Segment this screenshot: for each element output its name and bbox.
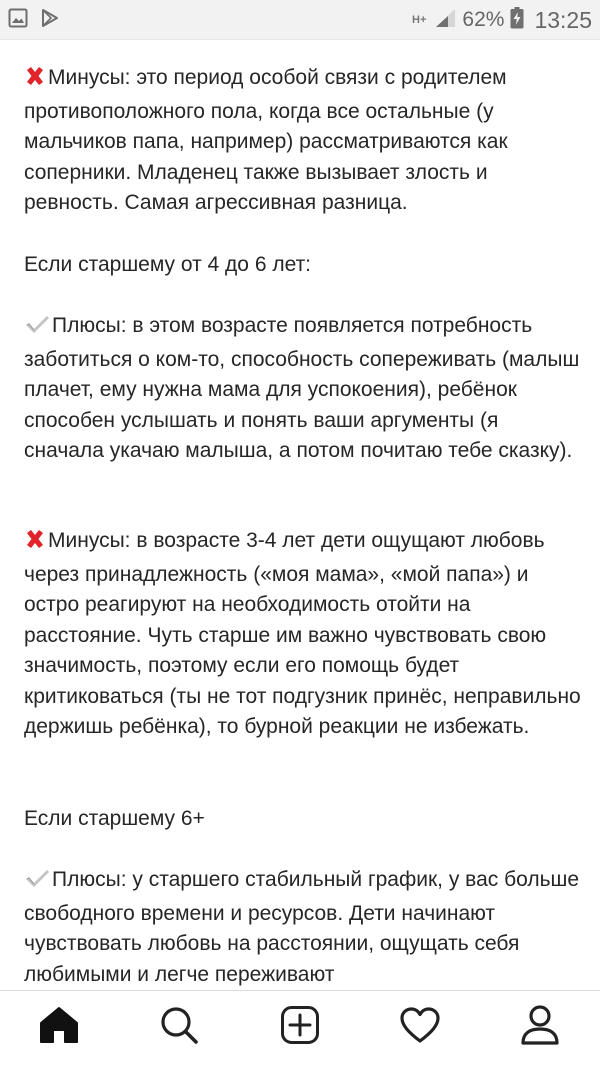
profile-tab-button[interactable] — [514, 1001, 566, 1053]
paragraph-text: Минусы: в возрасте 3-4 лет дети ощущают любовь через принадлежность («моя мама», «мой папа») и остро реагируют на необходимость отойти на расстояние. Чуть старше им важно чувствовать свою значимость, поэтому если его помощь будет критиковаться (ты не тот подгузник принёс, неправильно держишь ребёнка), то бурной реакции не избежать. — [24, 529, 581, 738]
gallery-icon — [8, 8, 28, 33]
search-tab-button[interactable] — [153, 1001, 205, 1053]
notification-icons — [8, 9, 60, 31]
post-caption — [0, 40, 600, 990]
play-store-icon — [40, 8, 60, 33]
section-heading — [24, 250, 584, 281]
paragraph-text: Плюсы: в этом возрасте появляется потребность заботиться о ком-то, способность сопереживать (малыш плачет, ему нужна мама для успокоения), ребёнок способен услышать и понять ваши аргументы (я сначала укачаю малыша, а потом почитаю тебе сказку). — [24, 314, 580, 462]
activity-heart-icon — [399, 1006, 441, 1049]
search-icon — [159, 1005, 199, 1050]
signal-strength-icon — [434, 8, 456, 33]
home-icon — [39, 1006, 79, 1049]
check-mark-icon — [24, 313, 50, 345]
heading-text: Если старшему от 4 до 6 лет: — [24, 253, 312, 276]
activity-tab-button[interactable] — [394, 1001, 446, 1053]
heading-text: Если старшему 6+ — [24, 807, 205, 830]
battery-percent: 62% — [462, 8, 505, 31]
clock: 13:25 — [534, 6, 592, 33]
battery-charging-icon — [510, 7, 524, 34]
network-type-label: H+ — [412, 13, 427, 26]
red-cross-mark-icon — [24, 528, 46, 560]
red-cross-mark-icon — [24, 65, 46, 97]
new-post-icon — [280, 1005, 320, 1050]
paragraph-text: Плюсы: у старшего стабильный график, у вас больше свободного времени и ресурсов. Дети начинают чувствовать любовь на расстоянии, ощущать себя любимыми и легче переживают — [24, 868, 580, 986]
bottom-navigation-bar — [0, 990, 600, 1065]
check-mark-icon — [24, 867, 50, 899]
profile-icon — [520, 1004, 560, 1051]
status-bar — [0, 0, 600, 40]
plus-paragraph — [24, 311, 584, 467]
paragraph-text: Минусы: это период особой связи с родителем противоположного пола, когда все остальные (у мальчиков папа, например) рассматриваются как соперники. Младенец также вызывает злость и ревность. Самая агрессивная разница. — [24, 66, 508, 214]
plus-paragraph — [24, 865, 584, 990]
new-post-tab-button[interactable] — [274, 1001, 326, 1053]
minus-paragraph — [24, 63, 584, 219]
home-tab-button[interactable] — [33, 1001, 85, 1053]
minus-paragraph — [24, 526, 584, 743]
system-indicators — [412, 0, 592, 40]
section-heading — [24, 804, 584, 835]
